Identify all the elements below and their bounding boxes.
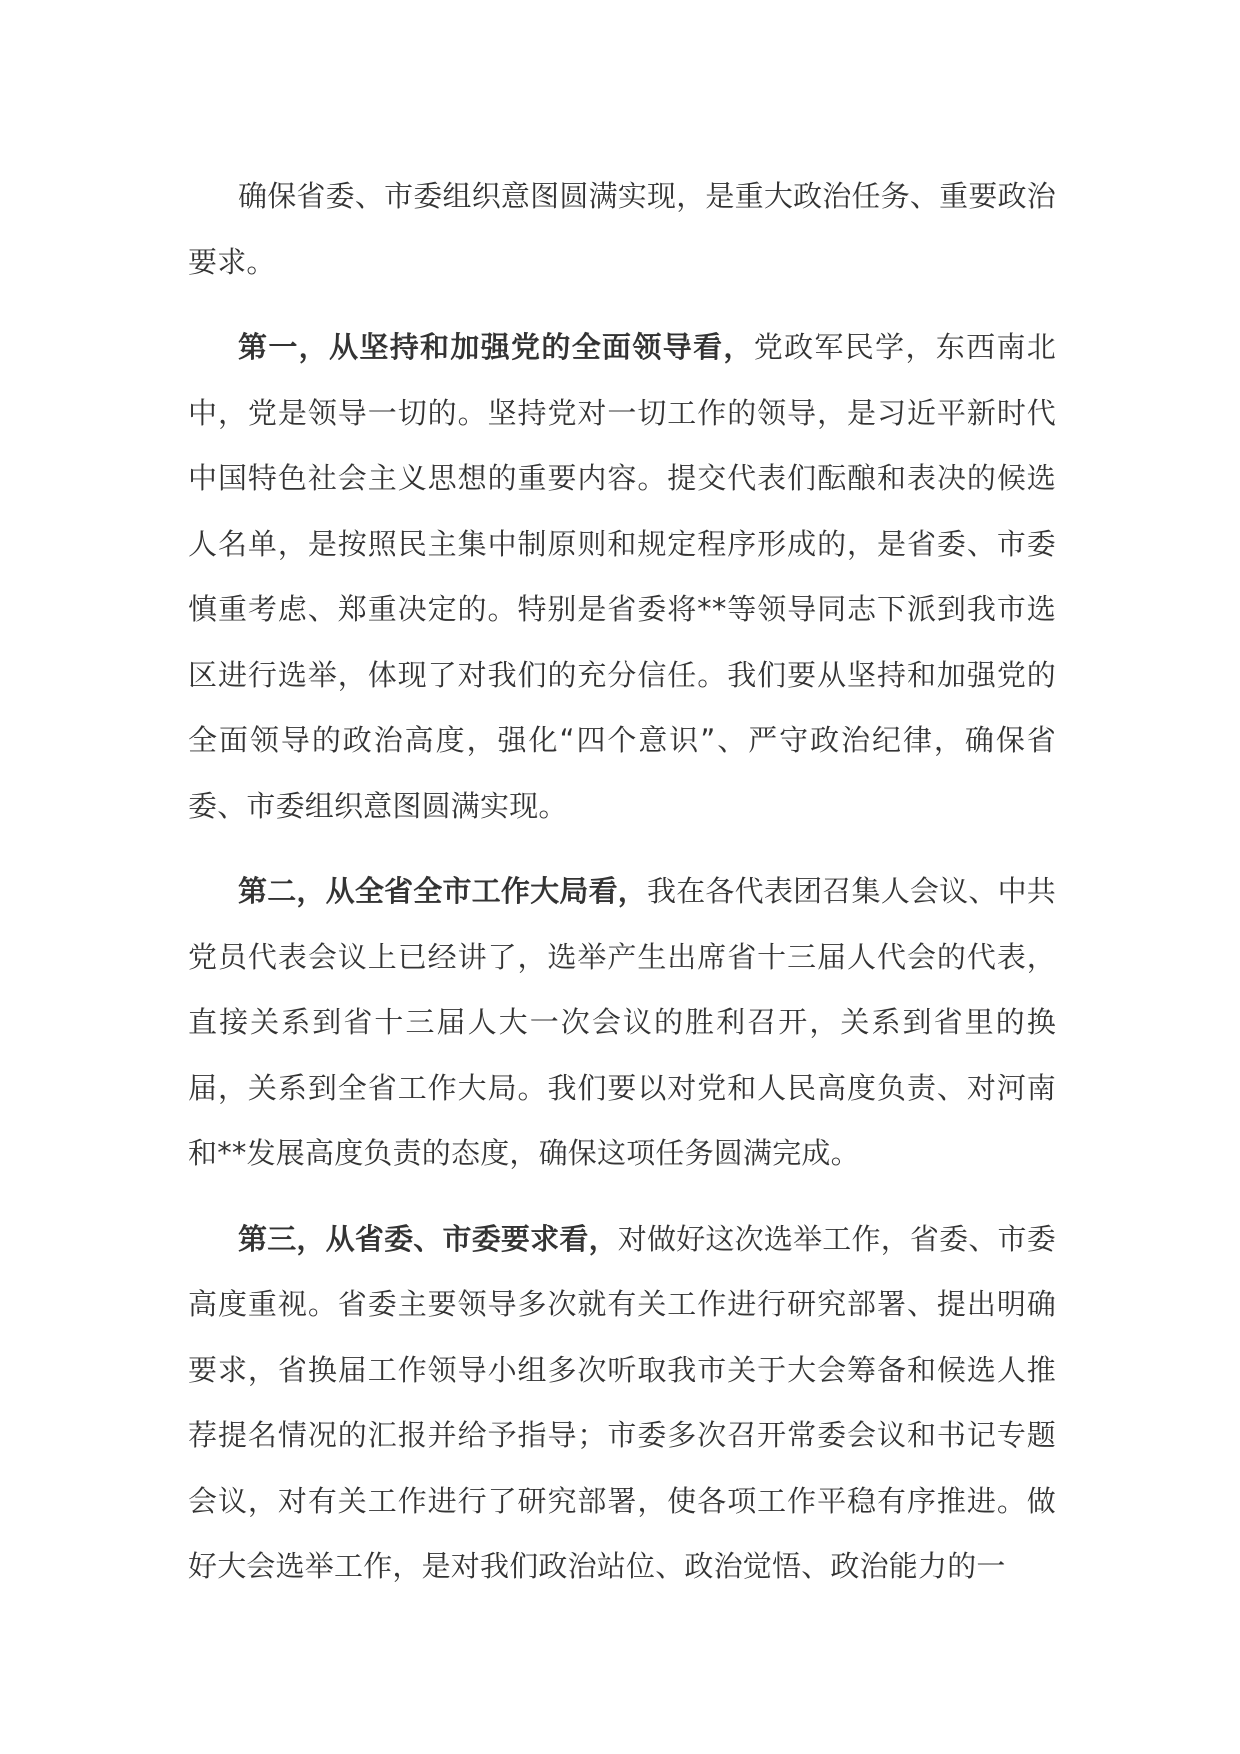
paragraph-lead: 第二，从全省全市工作大局看， [238, 874, 647, 908]
paragraph-text: 确保省委、市委组织意图圆满实现，是重大政治任务、重要政治要求。 [188, 179, 1056, 279]
paragraph-third-point [188, 1207, 1056, 1600]
paragraph-text: 党政军民学，东西南北中，党是领导一切的。坚持党对一切工作的领导，是习近平新时代中国特色社会主义思想的重要内容。提交代表们酝酿和表决的候选人名单，是按照民主集中制原则和规定程序形成的，是省委、市委慎重考虑、郑重决定的。特别是省委将**等领导同志下派到我市选区进行选举，体现了对我们的充分信任。我们要从坚持和加强党的全面领导的政治高度，强化“四个意识”、严守政治纪律，确保省委、市委组织意图圆满实现。 [188, 330, 1056, 823]
paragraph-lead: 第一，从坚持和加强党的全面领导看， [238, 330, 754, 364]
paragraph-text: 我在各代表团召集人会议、中共党员代表会议上已经讲了，选举产生出席省十三届人代会的代表，直接关系到省十三届人大一次会议的胜利召开，关系到省里的换届，关系到全省工作大局。我们要以对党和人民高度负责、对河南和**发展高度负责的态度，确保这项任务圆满完成。 [188, 874, 1056, 1170]
paragraph-text: 对做好这次选举工作，省委、市委高度重视。省委主要领导多次就有关工作进行研究部署、提出明确要求，省换届工作领导小组多次听取我市关于大会筹备和候选人推荐提名情况的汇报并给予指导；市委多次召开常委会议和书记专题会议，对有关工作进行了研究部署，使各项工作平稳有序推进。做好大会选举工作，是对我们政治站位、政治觉悟、政治能力的一 [188, 1221, 1056, 1583]
paragraph-first-point [188, 315, 1056, 839]
paragraph-second-point [188, 859, 1056, 1187]
paragraph-lead: 第三，从省委、市委要求看， [238, 1221, 618, 1256]
document-body [188, 164, 1056, 1620]
paragraph-intro [188, 164, 1056, 295]
